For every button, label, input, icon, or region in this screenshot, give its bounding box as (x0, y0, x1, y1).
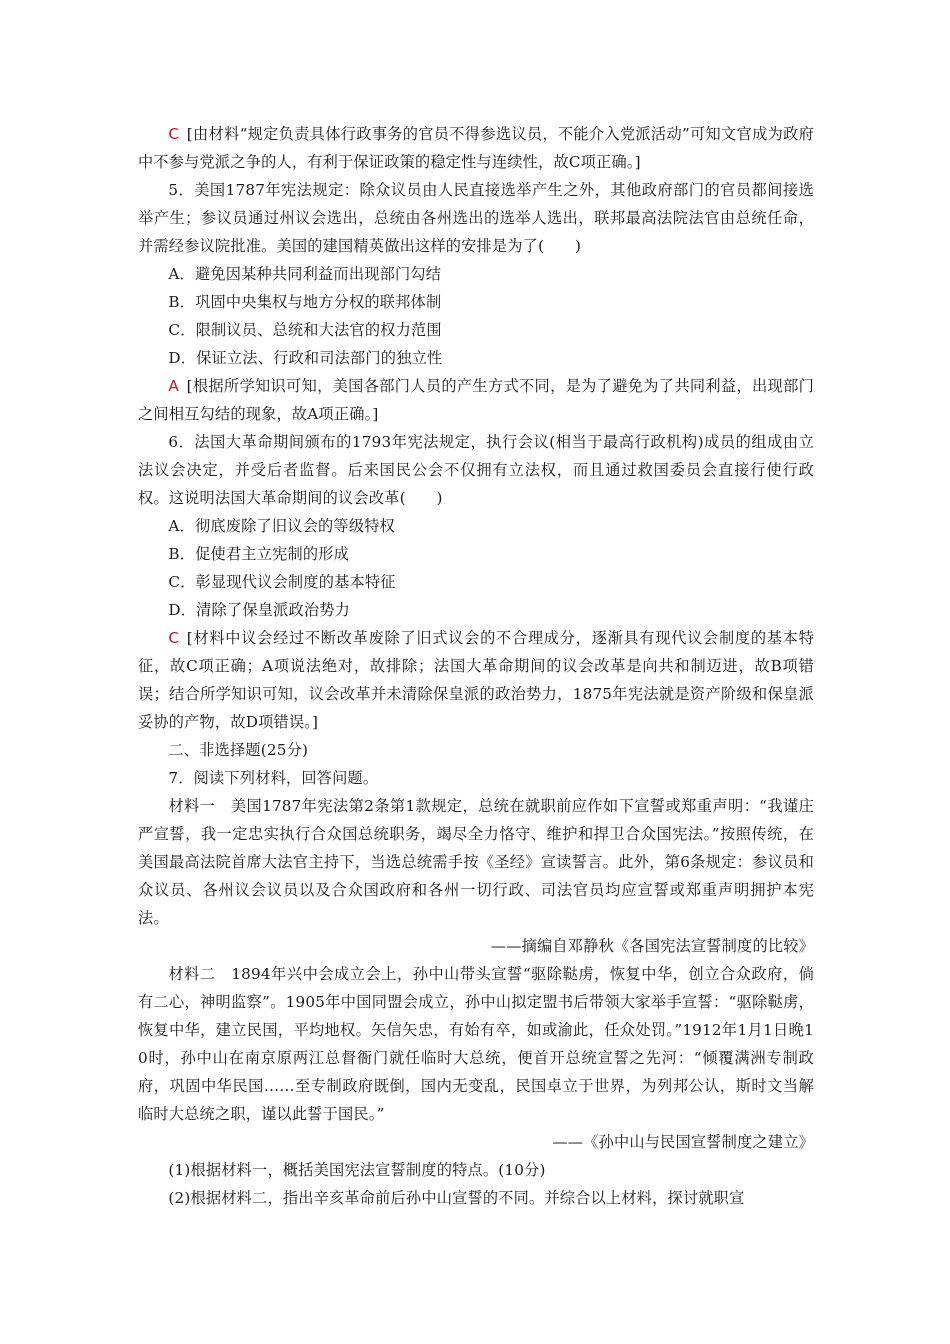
question-5-stem: 5．美国1787年宪法规定：除众议员由人民直接选举产生之外，其他政府部门的官员都间接选举产生；参议员通过州议会选出，总统由各州选出的选举人选出，联邦最高法院法官由总统任命，并需经参议院批准。美国的建国精英做出这样的安排是为了( ) (138, 181, 814, 255)
question-6-option-c: C．彰显现代议会制度的基本特征 (168, 573, 396, 591)
question-5-option-d: D．保证立法、行政和司法部门的独立性 (168, 349, 443, 367)
question-6-option-b: B．促使君主立宪制的形成 (168, 545, 350, 563)
material-two-source: ——《孙中山与民国宣誓制度之建立》 (552, 1133, 814, 1151)
answer-text: [材料中议会经过不断改革废除了旧式议会的不合理成分，逐渐具有现代议会制度的基本特征，故C项正确；A项说法绝对，故排除；法国大革命期间的议会改革是向共和制迈进，故B项错误；结合所学知识可知，议会改革并未清除保皇派的政治势力，1875年宪法就是资产阶级和保皇派妥协的产物，故D项错误。] (138, 629, 814, 731)
document-page (138, 120, 814, 1212)
sub-question-1: (1)根据材料一，概括美国宪法宣誓制度的特点。(10分) (168, 1161, 546, 1179)
sub-question-2: (2)根据材料二，指出辛亥革命前后孙中山宣誓的不同。并综合以上材料，探讨就职宣 (168, 1189, 745, 1207)
material-one-source: ——摘编自邓静秋《各国宪法宣誓制度的比较》 (490, 937, 814, 955)
question-6-option-d: D．清除了保皇派政治势力 (168, 601, 351, 619)
answer-key: C (168, 629, 180, 647)
answer-key: C (168, 125, 180, 143)
material-two: 材料二 1894年兴中会成立会上，孙中山带头宣誓“驱除鞑虏，恢复中华，创立合众政府，倘有二心，神明监察”。1905年中国同盟会成立，孙中山拟定盟书后带领大家举手宣誓：“驱除鞑虏，恢复中华，建立民国，平均地权。矢信矢忠，有始有卒，如或渝此，任众处罚。”1912年1月1日晚10时，孙中山在南京原两江总督衙门就任临时大总统，便首开总统宣誓之先河：“倾覆满洲专制政府，巩固中华民国……至专制政府既倒，国内无变乱，民国卓立于世界，为列邦公认，斯时文当解临时大总统之职，谨以此誓于国民。” (138, 965, 814, 1123)
material-one: 材料一 美国1787年宪法第2条第1款规定，总统在就职前应作如下宣誓或郑重声明：“我谨庄严宣誓，我一定忠实执行合众国总统职务，竭尽全力恪守、维护和捍卫合众国宪法。”按照传统，在美国最高法院首席大法官主持下，当选总统需手按《圣经》宣读誓言。此外，第6条规定：参议员和众议员、各州议会议员以及合众国政府和各州一切行政、司法官员均应宣誓或郑重声明拥护本宪法。 (138, 797, 814, 927)
answer-explanation (138, 120, 814, 176)
question-5-option-a: A．避免因某种共同利益而出现部门勾结 (168, 265, 442, 283)
question-7-stem: 7．阅读下列材料，回答问题。 (168, 769, 379, 787)
answer-explanation (138, 372, 814, 428)
answer-key: A (168, 377, 179, 395)
question-5-option-c: C．限制议员、总统和大法官的权力范围 (168, 321, 442, 339)
answer-explanation (138, 624, 814, 736)
question-6-stem: 6．法国大革命期间颁布的1793年宪法规定，执行会议(相当于最高行政机构)成员的组成由立法议会决定，并受后者监督。后来国民公会不仅拥有立法权，而且通过救国委员会直接行使行政权。这说明法国大革命期间的议会改革( ) (138, 433, 814, 507)
answer-text: [根据所学知识可知，美国各部门人员的产生方式不同，是为了避免为了共同利益，出现部门之间相互勾结的现象，故A项正确。] (138, 377, 814, 423)
section-heading: 二、非选择题(25分) (168, 741, 309, 759)
answer-text: [由材料“规定负责具体行政事务的官员不得参选议员，不能介入党派活动”可知文官成为政府中不参与党派之争的人，有利于保证政策的稳定性与连续性，故C项正确。] (138, 125, 814, 171)
question-6-option-a: A．彻底废除了旧议会的等级特权 (168, 517, 395, 535)
question-5-option-b: B．巩固中央集权与地方分权的联邦体制 (168, 293, 442, 311)
